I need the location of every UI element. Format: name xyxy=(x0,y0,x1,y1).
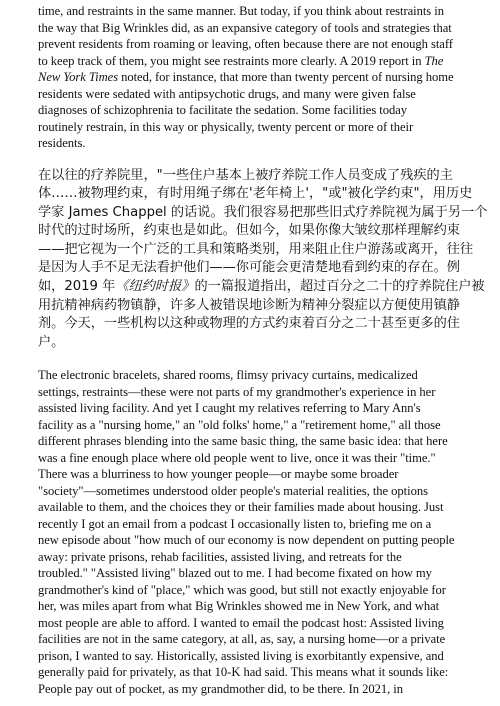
text-line: facilities are not in the same category, at all, as, say, a nursing home—or a private xyxy=(38,632,446,647)
text-line: away: private prisons, rehab facilities, assisted living, and retreats for the xyxy=(38,549,402,564)
publication-title: 《纽约时报》 xyxy=(115,279,195,295)
publication-title: New York Times xyxy=(38,70,119,84)
text-line: facility as a "nursing home," an "old folks' home," a "retirement home," all those xyxy=(38,417,441,432)
text-line: ——把它视为一个广泛的工具和策略类别，用来阻止住户游荡或离开，往往 xyxy=(38,241,474,257)
text-line: most people are able to afford. I wanted to email the podcast host: Assisted living xyxy=(38,615,444,630)
text-line: routinely restrain, in this way or physically, twenty percent or more of their xyxy=(38,119,414,134)
text-segment: 的一篇报道指出，超过百分之二十的疗养院住户被 xyxy=(194,279,485,295)
text-line: 户。 xyxy=(38,334,65,350)
text-segment: noted, for instance, that more than twenty percent of nursing home xyxy=(118,70,454,84)
text-line xyxy=(38,69,468,86)
text-line: residents. xyxy=(38,136,86,150)
text-line xyxy=(38,278,485,297)
english-paragraph-restraints xyxy=(38,3,468,152)
text-line: 时代的过时场所，约束也是如此。但如今，如果你像大皱纹那样理解约束 xyxy=(38,223,460,239)
text-line: There was a blurriness to how younger people—or maybe some broader xyxy=(38,467,399,482)
text-line: her, was miles apart from what Big Wrinkles showed me in New York, and what xyxy=(38,599,440,614)
text-line: 剂。今天，一些机构以这种或物理的方式约束着百分之二十甚至更多的住 xyxy=(38,316,460,332)
text-line: generally paid for privately, as that 10-K had said. This means what it sounds like: xyxy=(38,665,449,680)
text-line: troubled." "Assisted living" blazed out to me. I had become fixated on how my xyxy=(38,566,432,581)
chinese-paragraph-translation xyxy=(38,167,488,353)
text-line: 用抗精神病药物镇静，许多人被错误地诊断为精神分裂症以方便使用镇静 xyxy=(38,297,460,313)
text-segment: 如，2019 年 xyxy=(38,279,116,295)
text-line: prison, I wanted to say. Historically, assisted living is exorbitantly expensive, and xyxy=(38,648,444,663)
text-line: available to them, and the choices they or their families made about housing. Just xyxy=(38,500,444,515)
text-line: diagnoses of schizophrenia to facilitate the sedation. Some facilities today xyxy=(38,103,408,117)
text-line: 是因为人手不足无法看护他们——你可能会更清楚地看到约束的存在。例 xyxy=(38,260,460,276)
text-segment: to keep track of them, you might see restraints more clearly. A 2019 report in xyxy=(38,53,425,68)
text-line: the way that Big Wrinkles did, as an expansive category of tools and strategies that xyxy=(38,20,452,35)
text-line: 在以往的疗养院里，"一些住户基本上被疗养院工作人员变成了残疾的主 xyxy=(38,167,453,183)
text-line: 体……被物理约束，有时用绳子绑在'老年椅上'，"或"被化学约束"，用历史 xyxy=(38,186,473,202)
text-line: People pay out of pocket, as my grandmother did, to be there. In 2021, in xyxy=(38,681,403,696)
text-line: residents were sedated with antipsychotic drugs, and many were given false xyxy=(38,86,416,101)
text-line: grandmother's kind of "place," which was good, but still not exactly enjoyable for xyxy=(38,582,446,597)
text-line: different phrases blending into the same basic thing, the same basic idea: that here xyxy=(38,434,448,449)
text-line: "society"—sometimes understood older people's material realities, the options xyxy=(38,483,428,498)
text-line: The electronic bracelets, shared rooms, flimsy privacy curtains, medicalized xyxy=(38,368,418,383)
text-line: new episode about "how much of our economy is now dependent on putting people xyxy=(38,533,455,548)
text-line: was a fine enough place where old people went to live, once it was their "time." xyxy=(38,450,436,465)
text-line: recently I got an email from a podcast I occasionally listen to, briefing me on a xyxy=(38,516,432,531)
english-paragraph-assisted-living xyxy=(38,367,468,697)
text-line: prevent residents from roaming or leaving, often because there are not enough staff xyxy=(38,37,453,51)
text-line: settings, restraints—these were not parts of my grandmother's experience in her xyxy=(38,384,436,399)
text-line: time, and restraints in the same manner. But today, if you think about restraints in xyxy=(38,4,444,18)
text-line xyxy=(38,53,468,70)
text-line: assisted living facility. And yet I caught my relatives referring to Mary Ann's xyxy=(38,401,421,416)
publication-title: The xyxy=(424,53,444,68)
text-line: 学家 James Chappel 的话说。我们很容易把那些旧式疗养院视为属于另一个 xyxy=(38,204,488,220)
